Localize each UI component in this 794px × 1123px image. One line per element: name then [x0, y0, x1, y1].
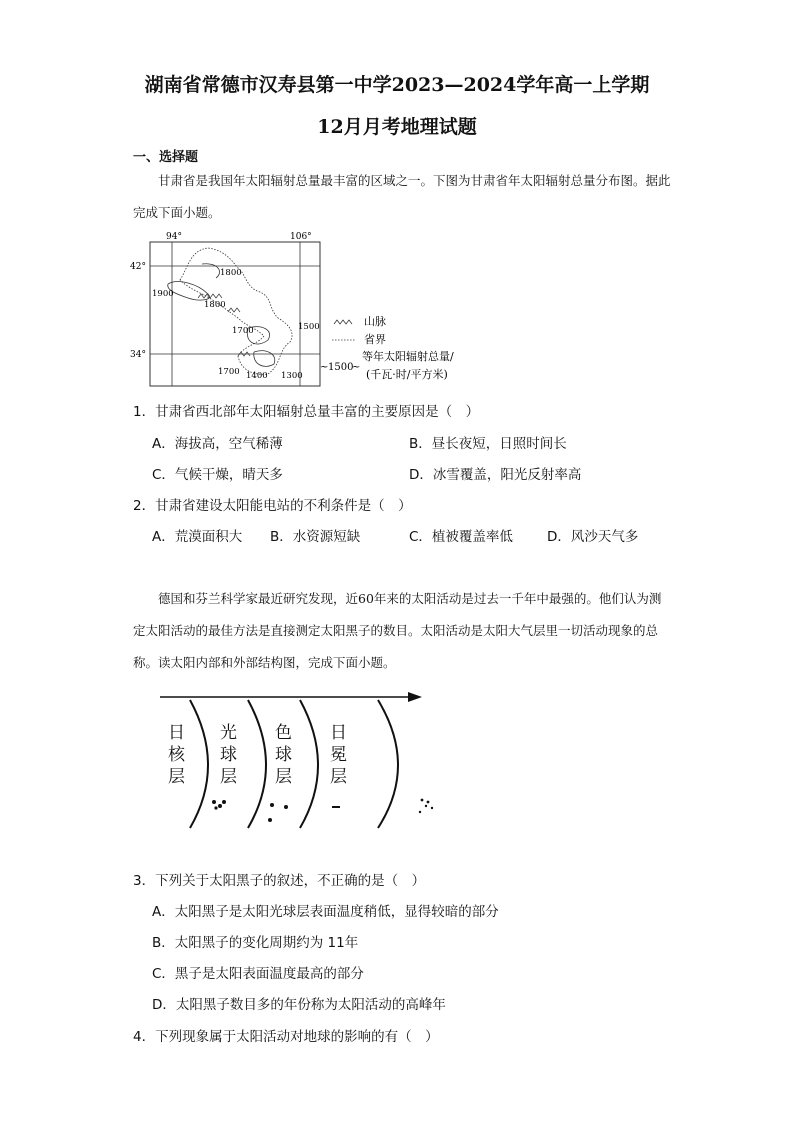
- contour-label-2: 1900: [152, 289, 174, 299]
- lon-label-right: 106°: [290, 232, 312, 242]
- q1-option-c[interactable]: C．气候干燥，晴天多: [152, 467, 283, 483]
- isoline-1400: [254, 351, 275, 367]
- layer-label-4: 日冕层: [330, 723, 347, 787]
- q2-option-b[interactable]: B．水资源短缺: [270, 529, 361, 545]
- q3-stem: 3．下列关于太阳黑子的叙述，不正确的是（ ）: [133, 873, 426, 889]
- contour-label-8: 1300: [281, 371, 303, 381]
- layer-label-1: 日核层: [168, 723, 185, 787]
- lat-label-top: 42°: [130, 262, 146, 272]
- dots-photosphere: [212, 800, 226, 810]
- province-boundary: [180, 248, 292, 374]
- q3-option-c[interactable]: C．黑子是太阳表面温度最高的部分: [152, 966, 364, 982]
- dots-chromosphere: [268, 803, 288, 822]
- arrow-head: [408, 692, 422, 702]
- lat-label-bottom: 34°: [130, 350, 146, 360]
- q3-option-b[interactable]: B．太阳黑子的变化周期约为 11年: [152, 935, 359, 951]
- q1-stem: 1．甘肃省西北部年太阳辐射总量丰富的主要原因是（ ）: [133, 404, 480, 420]
- legend-isoline-symbol-end: ~: [352, 362, 361, 373]
- legend-isoline-unit: (千瓦·时/平方米): [366, 368, 448, 381]
- q2-option-a[interactable]: A．荒漠面积大: [152, 529, 243, 545]
- layer-label-2: 光球层: [220, 723, 237, 787]
- legend-isoline-value: 1500: [328, 362, 354, 373]
- q3-option-a[interactable]: A．太阳黑子是太阳光球层表面温度稍低，显得较暗的部分: [152, 904, 499, 920]
- layer-label-3: 色球层: [275, 723, 292, 787]
- passage-2: 德国和芬兰科学家最近研究发现，近60年来的太阳活动是过去一千年中最强的。他们认为测定太阳活动的最佳方法是直接测定太阳黑子的数目。太阳活动是太阳大气层里一切活动现象的总称。读太阳内部和外部结构图，完成下面小题。: [133, 591, 662, 670]
- contour-label-7: 1400: [246, 371, 268, 381]
- contour-label-6: 1700: [218, 367, 240, 377]
- layer-boundary-2: [248, 700, 266, 828]
- q1-option-a[interactable]: A．海拔高，空气稀薄: [152, 436, 283, 452]
- contour-label-4: 1700: [232, 326, 254, 336]
- contour-label-3: 1800: [204, 300, 226, 310]
- section-heading: 一、选择题: [133, 150, 199, 165]
- legend-province-label: 省界: [364, 333, 386, 346]
- layer-boundary-1: [190, 700, 208, 828]
- title-line-1: 湖南省常德市汉寿县第一中学2023—2024学年高一上学期: [144, 74, 650, 96]
- title-line-2: 12月月考地理试题: [317, 116, 477, 138]
- q2-option-d[interactable]: D．风沙天气多: [547, 529, 639, 545]
- dots-corona: [332, 799, 433, 814]
- q2-option-c[interactable]: C．植被覆盖率低: [409, 529, 513, 545]
- contour-label-5: 1500: [298, 322, 320, 332]
- sun-structure-diagram: [160, 688, 450, 838]
- lon-label-left: 94°: [166, 232, 182, 242]
- legend-mountain-label: 山脉: [364, 315, 386, 328]
- q1-option-b[interactable]: B．昼长夜短，日照时间长: [409, 436, 567, 452]
- legend-mountain-symbol: [334, 320, 352, 324]
- layer-boundary-3: [300, 700, 318, 828]
- layer-boundary-4: [378, 700, 398, 828]
- q1-option-d[interactable]: D．冰雪覆盖，阳光反射率高: [409, 467, 582, 483]
- passage-1: 甘肃省是我国年太阳辐射总量最丰富的区域之一。下图为甘肃省年太阳辐射总量分布图。据此完成下面小题。: [133, 173, 671, 220]
- q2-stem: 2．甘肃省建设太阳能电站的不利条件是（ ）: [133, 498, 412, 514]
- contour-label-1: 1800: [220, 268, 242, 278]
- q4-stem: 4．下列现象属于太阳活动对地球的影响的有（ ）: [133, 1029, 439, 1045]
- gansu-radiation-map: [128, 228, 488, 388]
- q3-option-d[interactable]: D．太阳黑子数目多的年份称为太阳活动的高峰年: [152, 997, 446, 1013]
- legend-isoline-symbol: ~: [320, 362, 329, 373]
- legend-isoline-label: 等年太阳辐射总量/: [362, 350, 454, 363]
